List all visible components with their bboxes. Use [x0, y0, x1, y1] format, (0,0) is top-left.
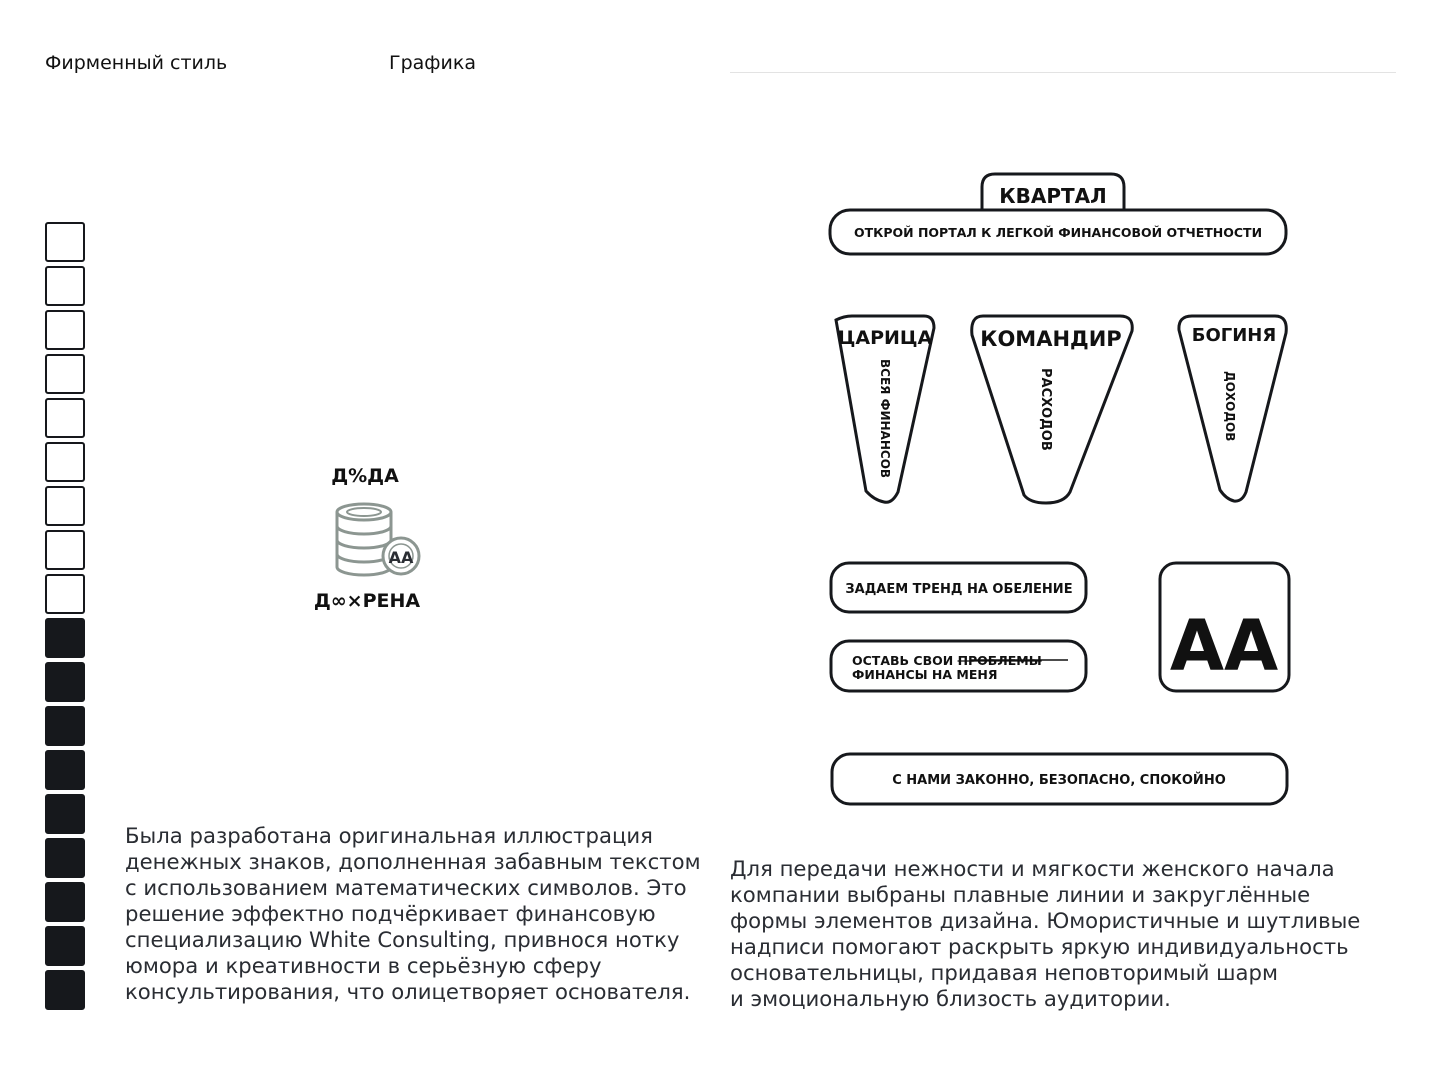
color-swatch	[45, 530, 85, 570]
legal-text: С НАМИ ЗАКОННО, БЕЗОПАСНО, СПОКОЙНО	[892, 773, 1226, 788]
color-swatch	[45, 310, 85, 350]
color-swatch	[45, 970, 85, 1010]
portal-text: ОТКРОЙ ПОРТАЛ К ЛЕГКОЙ ФИНАНСОВОЙ ОТЧЕТНОСТИ	[853, 225, 1263, 240]
color-swatch	[45, 882, 85, 922]
leave-struck-word: ПРОБЛЕМЫ	[957, 653, 1042, 668]
coin-illustration	[300, 455, 440, 625]
leave-line2: ФИНАНСЫ НА МЕНЯ	[852, 667, 998, 682]
coin-stack-icon	[337, 504, 391, 575]
trend-text: ЗАДАЕМ ТРЕНД НА ОБЕЛЕНИЕ	[845, 582, 1073, 597]
leave-line1: ОСТАВЬ СВОИ ПРОБЛЕМЫ	[852, 653, 1042, 668]
color-swatch	[45, 838, 85, 878]
color-swatch	[45, 706, 85, 746]
color-swatch	[45, 442, 85, 482]
kvartal-title: КВАРТАЛ	[999, 184, 1107, 208]
commander-title: КОМАНДИР	[980, 327, 1122, 351]
sticker-logo-letters: AA	[1169, 605, 1279, 687]
tsaritsa-subtitle: ВСЕЯ ФИНАНСОВ	[878, 359, 892, 479]
color-swatch	[45, 794, 85, 834]
goddess-subtitle: ДОХОДОВ	[1223, 371, 1237, 442]
color-swatch	[45, 266, 85, 306]
commander-subtitle: РАСХОДОВ	[1038, 368, 1053, 451]
illustration-top-label: Д%ДА	[331, 465, 399, 487]
color-swatch	[45, 662, 85, 702]
illustration-description: Была разработана оригинальная иллюстрация денежных знаков, дополненная забавным текстом с использованием математических символов. Это решение эффектно подчёркивает финансовую специализацию White Consulting, привнося нотку юмора и креативности в серьёзную сферу консультирования, что олицетворяет основателя.	[125, 823, 701, 1004]
color-swatch	[45, 398, 85, 438]
tsaritsa-title: ЦАРИЦА	[837, 327, 933, 349]
graphics-title: Графика	[389, 52, 477, 74]
coin-logo-icon	[383, 538, 419, 574]
color-swatch	[45, 486, 85, 526]
header-divider	[730, 72, 1396, 73]
color-swatch	[45, 574, 85, 614]
illustration-bottom-label: Д∞×РЕНА	[313, 590, 421, 612]
brand-style-title: Фирменный стиль	[45, 52, 228, 74]
goddess-title: БОГИНЯ	[1191, 325, 1277, 346]
color-swatch	[45, 618, 85, 658]
color-swatch	[45, 354, 85, 394]
sticker-sheet	[820, 165, 1300, 815]
color-swatch	[45, 750, 85, 790]
design-description: Для передачи нежности и мягкости женского начала компании выбраны плавные линии и закруглённые формы элементов дизайна. Юмористичные и шутливые надписи помогают раскрыть яркую индивидуальность основательницы, придавая неповторимый шарм и эмоциональную близость аудитории.	[730, 856, 1361, 1011]
color-swatch	[45, 926, 85, 966]
coin-logo-letters: AA	[388, 548, 414, 567]
color-swatch	[45, 222, 85, 262]
